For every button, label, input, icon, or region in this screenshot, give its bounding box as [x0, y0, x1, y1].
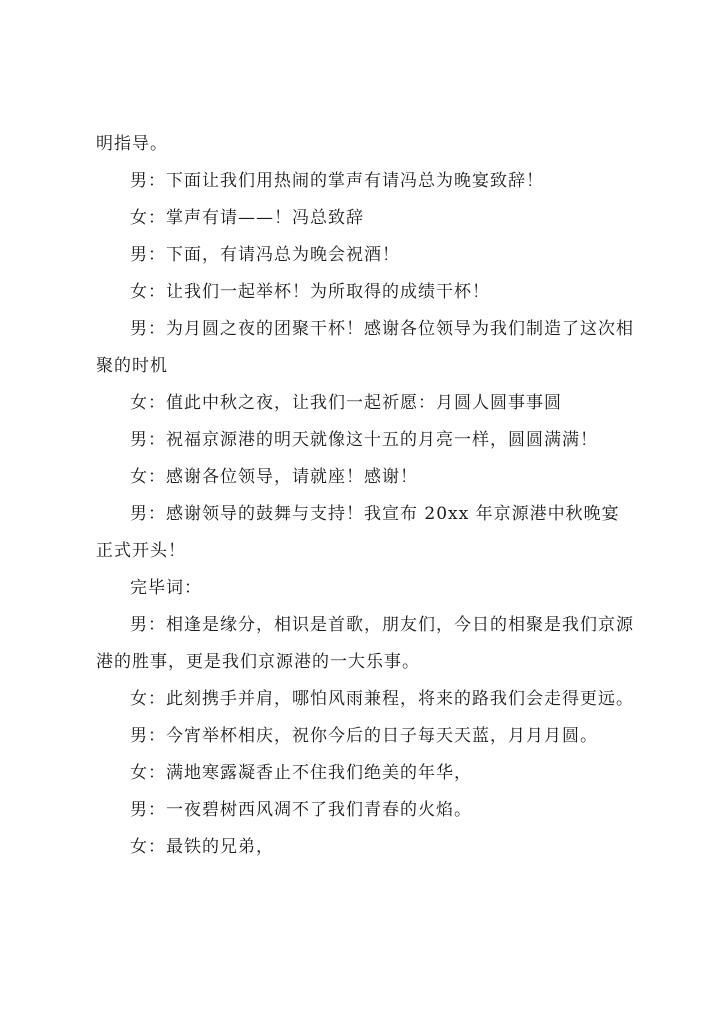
- section-heading: 完毕词：: [130, 578, 202, 598]
- paragraph: 女：掌声有请——！冯总致辞: [130, 208, 364, 228]
- paragraph: 男：今宵举杯相庆，祝你今后的日子每天天蓝，月月月圆。: [130, 726, 598, 746]
- paragraph: 男：下面让我们用热闹的掌声有请冯总为晚宴致辞！: [130, 171, 544, 191]
- paragraph: 明指导。: [96, 134, 168, 154]
- paragraph: 女：满地寒露凝香止不住我们绝美的年华，: [130, 763, 472, 783]
- paragraph: 男：一夜碧树西风凋不了我们青春的火焰。: [130, 800, 472, 820]
- document-body: [96, 126, 636, 866]
- paragraph: 男：祝福京源港的明天就像这十五的月亮一样，圆圆满满！: [130, 430, 598, 450]
- paragraph: 女：值此中秋之夜，让我们一起祈愿：月圆人圆事事圆: [130, 393, 562, 413]
- paragraph: 女：感谢各位领导，请就座！感谢！: [130, 467, 418, 487]
- paragraph: 女：最铁的兄弟，: [130, 837, 274, 857]
- paragraph: 男：相逢是缘分，相识是首歌，朋友们，今日的相聚是我们京源港的胜事，更是我们京源港的一大乐事。: [96, 615, 634, 672]
- paragraph: 女：此刻携手并肩，哪怕风雨兼程，将来的路我们会走得更远。: [130, 689, 634, 709]
- paragraph: 男：为月圆之夜的团聚干杯！感谢各位领导为我们制造了这次相聚的时机: [96, 319, 634, 376]
- paragraph: 男：下面，有请冯总为晚会祝酒！: [130, 245, 400, 265]
- paragraph: 女：让我们一起举杯！为所取得的成绩干杯！: [130, 282, 490, 302]
- paragraph: 男：感谢领导的鼓舞与支持！我宣布 20xx 年京源港中秋晚宴正式开头！: [96, 504, 620, 561]
